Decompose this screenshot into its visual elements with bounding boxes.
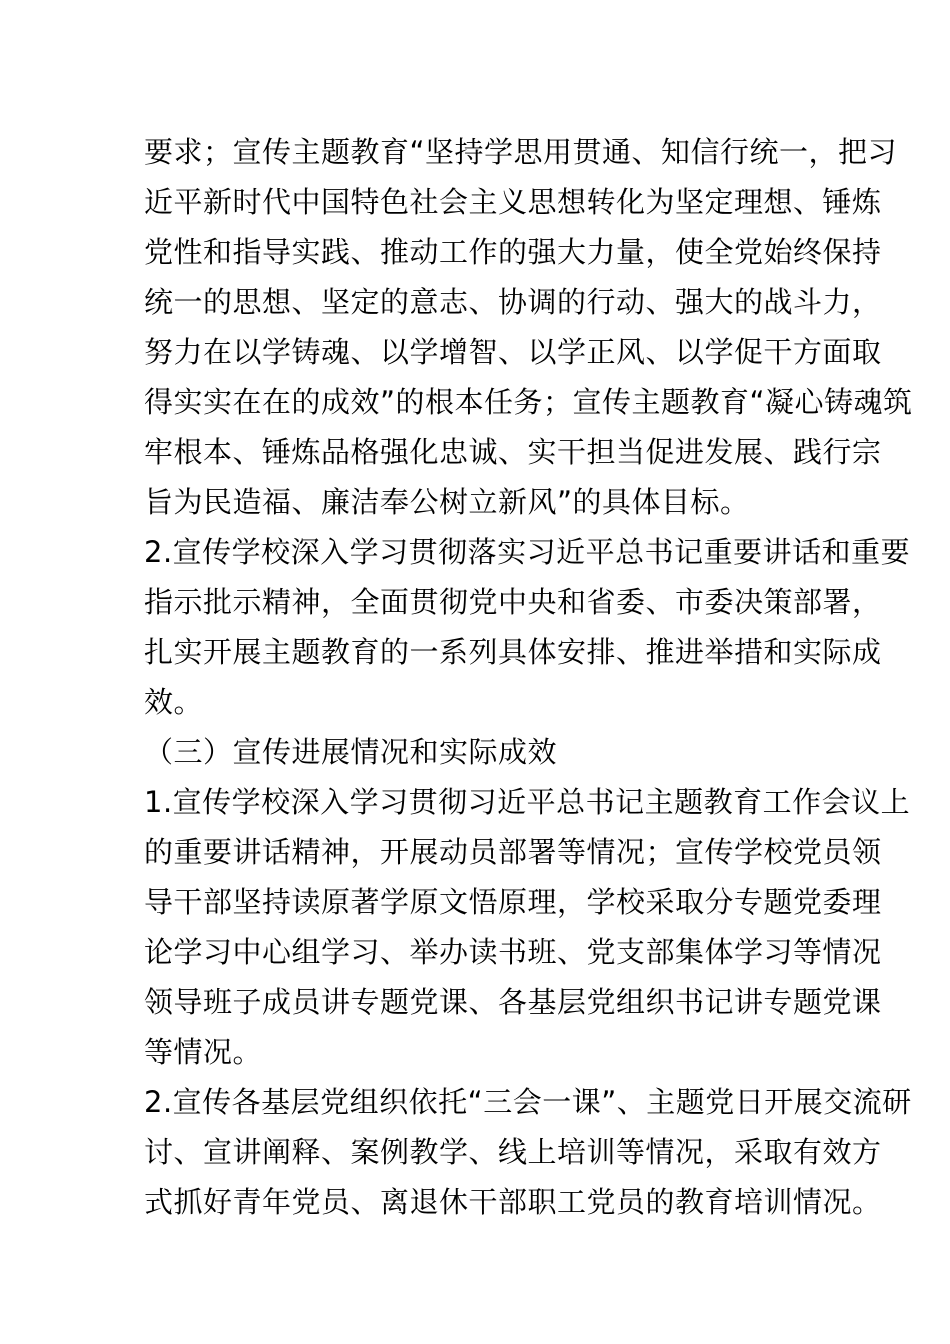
- text-line: 旨为民造福、廉洁奉公树立新风”的具体目标。: [144, 485, 750, 519]
- text-line: 牢根本、锤炼品格强化忠诚、实干担当促进发展、践行宗: [144, 435, 882, 469]
- text-line: 指示批示精神，全面贯彻党中央和省委、市委决策部署，: [144, 585, 882, 619]
- text-line: 2.宣传学校深入学习贯彻落实习近平总书记重要讲话和重要: [144, 535, 911, 569]
- text-line: 扎实开展主题教育的一系列具体安排、推进举措和实际成: [144, 635, 882, 669]
- text-line: 1.宣传学校深入学习贯彻习近平总书记主题教育工作会议上: [144, 785, 911, 819]
- text-line: 努力在以学铸魂、以学增智、以学正风、以学促干方面取: [144, 335, 882, 369]
- text-line: 党性和指导实践、推动工作的强大力量，使全党始终保持: [144, 235, 882, 269]
- text-line: 的重要讲话精神，开展动员部署等情况；宣传学校党员领: [144, 835, 882, 869]
- text-line: 讨、宣讲阐释、案例教学、线上培训等情况，采取有效方: [144, 1135, 882, 1169]
- section-heading: （三）宣传进展情况和实际成效: [144, 735, 558, 769]
- text-line: 领导班子成员讲专题党课、各基层党组织书记讲专题党课: [144, 985, 882, 1019]
- text-line: 2.宣传各基层党组织依托“三会一课”、主题党日开展交流研: [144, 1085, 912, 1119]
- text-line: 得实实在在的成效”的根本任务；宣传主题教育“凝心铸魂筑: [144, 385, 913, 419]
- text-line: 近平新时代中国特色社会主义思想转化为坚定理想、锤炼: [144, 185, 882, 219]
- text-line: 要求；宣传主题教育“坚持学思用贯通、知信行统一，把习: [144, 135, 898, 169]
- text-line: 等情况。: [144, 1035, 263, 1069]
- text-line: 统一的思想、坚定的意志、协调的行动、强大的战斗力，: [144, 285, 882, 319]
- text-line: 式抓好青年党员、离退休干部职工党员的教育培训情况。: [144, 1185, 882, 1219]
- text-line: 效。: [144, 685, 204, 719]
- text-line: 论学习中心组学习、举办读书班、党支部集体学习等情况: [144, 935, 882, 969]
- text-line: 导干部坚持读原著学原文悟原理，学校采取分专题党委理: [144, 885, 882, 919]
